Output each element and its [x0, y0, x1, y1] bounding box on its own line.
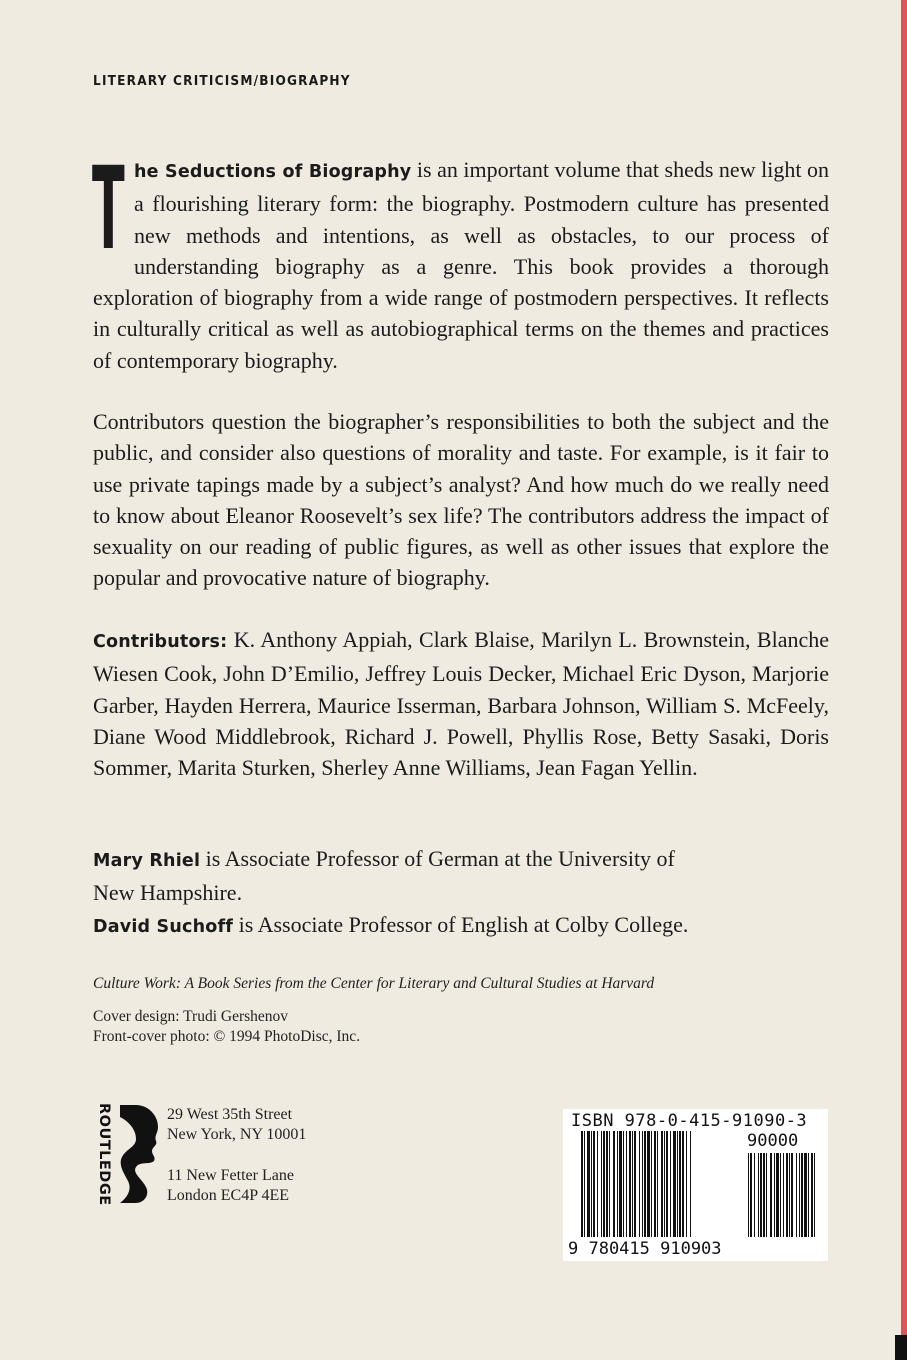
barcode-bar — [609, 1131, 610, 1237]
description-paragraph-1 — [92, 142, 829, 376]
address-london — [167, 1166, 294, 1206]
cover-design-credit: Cover design: Trudi Gershenov — [93, 1008, 289, 1025]
barcode-addon-bar — [754, 1153, 755, 1237]
barcode-addon-bar — [808, 1153, 809, 1237]
barcode-addon-bar — [804, 1153, 807, 1237]
barcode-addon-bar — [776, 1153, 779, 1237]
barcode-bar — [593, 1131, 595, 1237]
barcode-addon-bar — [783, 1153, 784, 1237]
series-note: Culture Work: A Book Series from the Center for Literary and Cultural Studies at Harvard — [93, 975, 655, 992]
barcode-bar — [617, 1131, 618, 1237]
spine-edge-stripe — [901, 0, 907, 1335]
barcode-bar — [686, 1131, 687, 1237]
address-new-york — [167, 1105, 306, 1145]
category-label: LITERARY CRITICISM/BIOGRAPHY — [93, 73, 351, 89]
barcode-addon-bar — [748, 1153, 749, 1237]
isbn-barcode — [563, 1109, 828, 1261]
barcode-addon-bar — [770, 1153, 772, 1237]
editor-bios — [93, 843, 829, 943]
paragraph-1-text: is an important volume that sheds new light on a flourishing literary form: the biography. Postmodern culture has presented new methods and intentions, as well as obstacles, to our process of understanding biography as a genre. This book provides a thorough exploration of biography from a wide range of postmodern perspectives. It reflects in culturally critical as well as autobiographical terms on the themes and practices of contemporary biography. — [93, 157, 829, 373]
address-line: London EC4P 4EE — [167, 1187, 290, 1204]
barcode-bar — [597, 1131, 598, 1237]
editor-name: Mary Rhiel — [93, 851, 201, 871]
barcode-bar — [661, 1131, 663, 1237]
barcode-bar — [587, 1131, 590, 1237]
barcode-bar — [629, 1131, 631, 1237]
barcode-bar — [619, 1131, 622, 1237]
barcode-addon-bar — [801, 1153, 803, 1237]
cover-credits — [93, 1007, 360, 1047]
barcode-addon-bar — [774, 1153, 775, 1237]
barcode-bar — [591, 1131, 592, 1237]
editor-bio — [93, 909, 829, 943]
editor-bio — [93, 843, 829, 909]
barcode-addon-bar — [789, 1153, 790, 1237]
barcode-bar — [651, 1131, 652, 1237]
barcode-bar — [677, 1131, 678, 1237]
address-line: 29 West 35th Street — [167, 1106, 293, 1123]
price-code: 90000 — [747, 1131, 799, 1151]
contributors-paragraph — [93, 624, 829, 783]
barcode-bar — [644, 1131, 646, 1237]
barcode-bar — [679, 1131, 681, 1237]
barcode-addon-bar — [766, 1153, 767, 1237]
barcode-addon-bar — [760, 1153, 762, 1237]
barcode-bar — [632, 1131, 633, 1237]
barcode-bar — [657, 1131, 658, 1237]
barcode-addon-bar — [763, 1153, 765, 1237]
barcode-addon-bar — [799, 1153, 800, 1237]
barcode-bar — [664, 1131, 665, 1237]
barcode-bar — [603, 1131, 605, 1237]
address-line: New York, NY 10001 — [167, 1126, 307, 1143]
barcode-addon-bar — [814, 1153, 815, 1237]
barcode-bar — [670, 1131, 671, 1237]
barcode-bar — [673, 1131, 676, 1237]
barcode-bar — [623, 1131, 624, 1237]
editor-bio-text: is Associate Professor of English at Colby College. — [233, 911, 689, 937]
barcode-addon-bar — [811, 1153, 813, 1237]
barcode-bar — [642, 1131, 643, 1237]
barcode-addon-bar — [786, 1153, 788, 1237]
address-line: 11 New Fetter Lane — [167, 1167, 294, 1184]
edge-corner — [895, 1335, 907, 1360]
book-title: he Seductions of Biography — [134, 162, 412, 182]
contributors-label: Contributors: — [93, 632, 228, 652]
barcode-bar — [601, 1131, 602, 1237]
ean-digits: 9 780415 910903 — [568, 1239, 722, 1259]
barcode-addon-bar — [750, 1153, 752, 1237]
photo-credit: Front-cover photo: © 1994 PhotoDisc, Inc. — [93, 1028, 361, 1045]
barcode-bar — [626, 1131, 627, 1237]
barcode-bar — [639, 1131, 640, 1237]
barcode-bar — [654, 1131, 656, 1237]
editor-name: David Suchoff — [93, 916, 234, 937]
editor-bio-text: is Associate Professor of German at the University of New Hampshire. — [93, 846, 675, 906]
barcode-bar — [634, 1131, 636, 1237]
description-paragraph-2: Contributors question the biographer’s responsibilities to both the subject and the public, and consider also questions of morality and taste. For example, is it fair to use private tapings made by a subject’s analyst? And how much do we really need to know about Eleanor Roosevelt’s sex life? The contributors address the impact of sexuality on our reading of public figures, as well as other issues that explore the popular and provocative nature of biography. — [93, 409, 829, 591]
publisher-name: ROUTLEDGE — [96, 1103, 112, 1206]
barcode-bar — [613, 1131, 615, 1237]
barcode-addon-bar — [758, 1153, 759, 1237]
barcode-addon-bar — [791, 1153, 793, 1237]
barcode-bar — [682, 1131, 684, 1237]
barcode-bar — [690, 1131, 691, 1237]
routledge-profile-icon — [114, 1103, 164, 1205]
drop-cap: T — [92, 142, 125, 275]
barcode-bar — [581, 1131, 583, 1237]
barcode-bar — [606, 1131, 608, 1237]
contributors-names: K. Anthony Appiah, Clark Blaise, Marilyn L. Brownstein, Blanche Wiesen Cook, John D’Emilio, Jeffrey Louis Decker, Michael Eric Dyson, Marjorie Garber, Hayden Herrera, Maurice Isserman, Barbara Johnson, William S. McFeely, Diane Wood Middlebrook, Richard J. Powell, Phyllis Rose, Betty Sasaki, Doris Sommer, Marita Sturken, Sherley Anne Williams, Jean Fagan Yellin. — [93, 627, 829, 781]
barcode-addon-bar — [780, 1153, 781, 1237]
barcode-bar — [647, 1131, 650, 1237]
barcode-bar — [666, 1131, 668, 1237]
isbn-number: ISBN 978-0-415-91090-3 — [571, 1111, 808, 1131]
barcode-addon-bar — [796, 1153, 797, 1237]
barcode-bar — [584, 1131, 585, 1237]
